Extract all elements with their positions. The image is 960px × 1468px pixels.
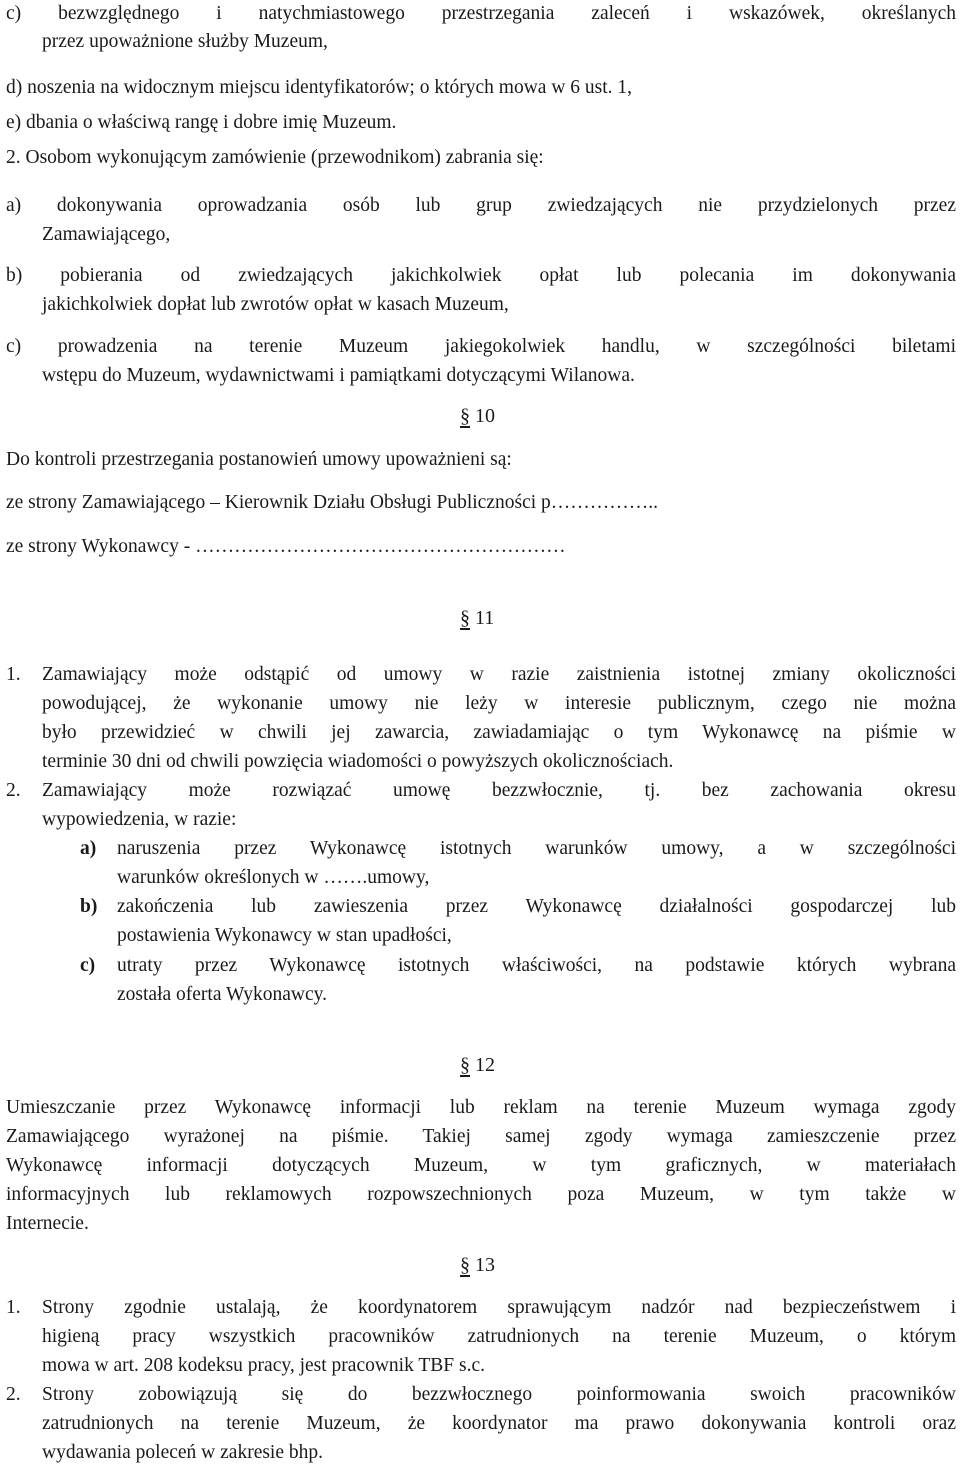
section-10-line1: Do kontroli przestrzegania postanowień umowy upoważnieni są: xyxy=(6,449,512,470)
point-2a-line2: Zamawiającego, xyxy=(42,224,171,245)
section-10-line3: ze strony Wykonawcy - ………………………………………………… xyxy=(6,536,566,557)
section-10-heading: § 10 xyxy=(460,405,495,427)
point-2c-line1: c) prowadzenia na terenie Muzeum jakiegokolwiek handlu, w szczególności biletami xyxy=(6,336,956,357)
section-12-heading: § 12 xyxy=(460,1054,495,1076)
section-13-point-2-line2: zatrudnionych na terenie Muzeum, że koordynator ma prawo dokonywania kontroli oraz xyxy=(42,1413,956,1434)
section-13-heading: § 13 xyxy=(460,1254,495,1276)
section-11-point-1-line4: terminie 30 dni od chwili powzięcia wiadomości o powyższych okolicznościach. xyxy=(42,751,674,772)
section-11-point-2-line2: wypowiedzenia, w razie: xyxy=(42,809,237,830)
section-11-point-2a-label: a) xyxy=(80,838,97,859)
section-13-point-1-number: 1. xyxy=(6,1297,21,1318)
section-11-point-2c-line2: została oferta Wykonawcy. xyxy=(117,984,327,1005)
section-11-point-1-line3: było przewidzieć w chwili jej zawarcia, zawiadamiając o tym Wykonawcę na piśmie w xyxy=(42,722,956,743)
section-13-point-2-line3: wydawania poleceń w zakresie bhp. xyxy=(42,1442,324,1463)
section-12-line5: Internecie. xyxy=(6,1213,89,1234)
section-11-heading: § 11 xyxy=(460,607,495,629)
section-11-point-1-line1: Zamawiający może odstąpić od umowy w razie zaistnienia istotnej zmiany okoliczności xyxy=(42,664,956,685)
section-11-point-2b-line2: postawienia Wykonawcy w stan upadłości, xyxy=(117,925,452,946)
section-13-point-1-line2: higieną pracy wszystkich pracowników zatrudnionych na terenie Muzeum, o którym xyxy=(42,1326,956,1347)
section-13-point-1-line1: Strony zgodnie ustalają, że koordynatorem sprawującym nadzór nad bezpieczeństwem i xyxy=(42,1297,956,1318)
section-13-point-1-line3: mowa w art. 208 kodeksu pracy, jest pracownik TBF s.c. xyxy=(42,1355,485,1376)
section-11-point-2c-label: c) xyxy=(80,955,96,976)
section-10-line2: ze strony Zamawiającego – Kierownik Działu Obsługi Publiczności p…………….. xyxy=(6,492,659,513)
point-2a-line1: a) dokonywania oprowadzania osób lub grup zwiedzających nie przydzielonych przez xyxy=(6,195,956,216)
section-12-line3: Wykonawcę informacji dotyczących Muzeum, w tym graficznych, w materiałach xyxy=(6,1155,956,1176)
item-d: d) noszenia na widocznym miejscu identyfikatorów; o których mowa w 6 ust. 1, xyxy=(6,77,633,98)
point-2-intro: 2. Osobom wykonującym zamówienie (przewodnikom) zabrania się: xyxy=(6,147,544,168)
item-c-line2: przez upoważnione służby Muzeum, xyxy=(42,31,328,52)
section-12-line1: Umieszczanie przez Wykonawcę informacji lub reklam na terenie Muzeum wymaga zgody xyxy=(6,1097,956,1118)
section-11-point-1-line2: powodującej, że wykonanie umowy nie leży w interesie publicznym, czego nie można xyxy=(42,693,956,714)
section-11-point-2-line1: Zamawiający może rozwiązać umowę bezzwłocznie, tj. bez zachowania okresu xyxy=(42,780,956,801)
section-12-line4: informacyjnych lub reklamowych rozpowszechnionych poza Muzeum, w tym także w xyxy=(6,1184,956,1205)
section-11-point-2a-line2: warunków określonych w …….umowy, xyxy=(117,867,430,888)
item-e: e) dbania o właściwą rangę i dobre imię Muzeum. xyxy=(6,112,397,133)
section-11-point-2b-line1: zakończenia lub zawieszenia przez Wykonawcę działalności gospodarczej lub xyxy=(117,896,956,917)
section-11-point-2a-line1: naruszenia przez Wykonawcę istotnych warunków umowy, a w szczególności xyxy=(117,838,956,859)
section-13-point-2-line1: Strony zobowiązują się do bezzwłocznego poinformowania swoich pracowników xyxy=(42,1384,956,1405)
section-12-line2: Zamawiającego wyrażonej na piśmie. Takiej samej zgody wymaga zamieszczenie przez xyxy=(6,1126,956,1147)
section-11-point-2c-line1: utraty przez Wykonawcę istotnych właściwości, na podstawie których wybrana xyxy=(117,955,956,976)
section-11-point-1-number: 1. xyxy=(6,664,21,685)
section-13-point-2-number: 2. xyxy=(6,1384,21,1405)
item-c-line1: c) bezwzględnego i natychmiastowego przestrzegania zaleceń i wskazówek, określanych xyxy=(6,3,956,24)
point-2c-line2: wstępu do Muzeum, wydawnictwami i pamiątkami dotyczącymi Wilanowa. xyxy=(42,365,635,386)
section-11-point-2b-label: b) xyxy=(80,896,98,917)
point-2b-line2: jakichkolwiek dopłat lub zwrotów opłat w kasach Muzeum, xyxy=(42,294,509,315)
point-2b-line1: b) pobierania od zwiedzających jakichkolwiek opłat lub polecania im dokonywania xyxy=(6,265,956,286)
section-11-point-2-number: 2. xyxy=(6,780,21,801)
